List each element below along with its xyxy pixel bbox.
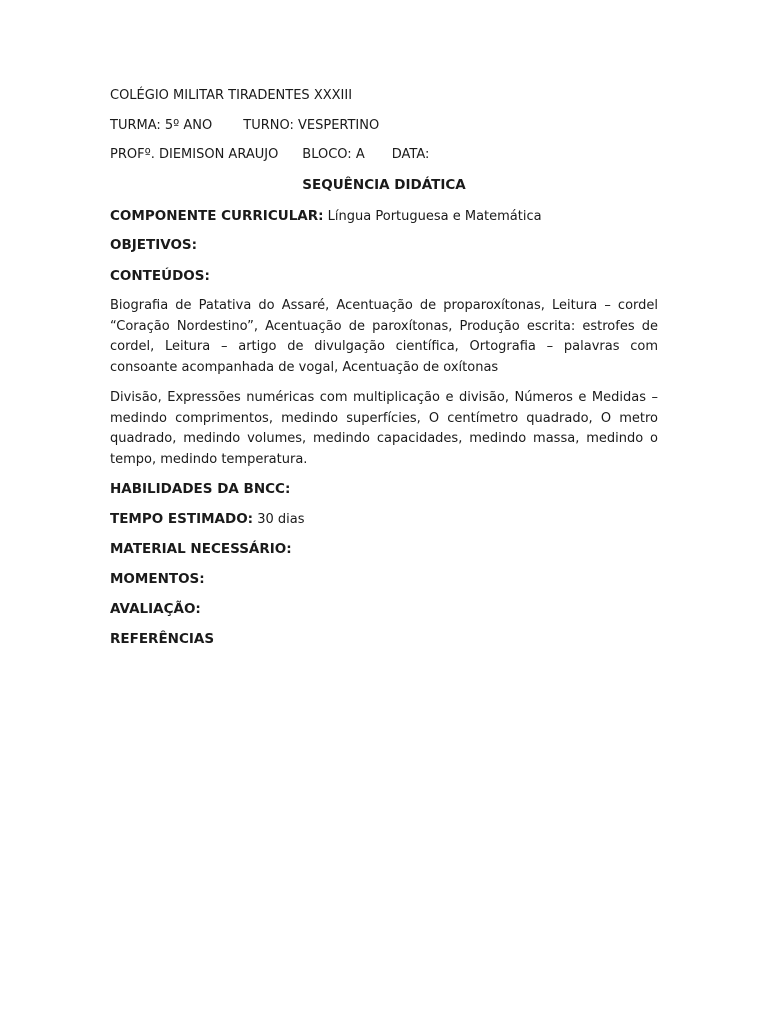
componente-label: COMPONENTE CURRICULAR: <box>110 208 324 224</box>
bloco-text: BLOCO: A <box>302 147 365 162</box>
conteudos-paragraph-portugues: Biografia de Patativa do Assaré, Acentuação de proparoxítonas, Leitura – cordel “Coração Nordestino”, Acentuação de paroxítonas, Produção escrita: estrofes de cordel, Leitura – artigo de divulgação científica, Ortografia – palavras com consoante acompanhada de vogal, Acentuação de oxítonas <box>110 298 658 375</box>
tempo-estimado <box>110 511 305 528</box>
objetivos-heading: OBJETIVOS: <box>110 237 198 253</box>
tempo-label: TEMPO ESTIMADO: <box>110 511 254 527</box>
professor-text: PROFº. DIEMISON ARAUJO <box>110 147 279 162</box>
teacher-info-line <box>110 147 429 163</box>
habilidades-heading: HABILIDADES DA BNCC: <box>110 481 291 497</box>
componente-value: Língua Portuguesa e Matemática <box>323 209 542 224</box>
tempo-value: 30 dias <box>253 512 305 527</box>
document-title: SEQUÊNCIA DIDÁTICA <box>302 177 466 193</box>
conteudos-heading: CONTEÚDOS: <box>110 268 210 284</box>
turma-text: TURMA: 5º ANO <box>110 118 213 133</box>
data-text: DATA: <box>391 147 430 162</box>
referencias-heading: REFERÊNCIAS <box>110 631 215 647</box>
material-heading: MATERIAL NECESSÁRIO: <box>110 541 292 557</box>
turno-text: TURNO: VESPERTINO <box>243 118 380 133</box>
componente-curricular <box>110 208 542 225</box>
conteudos-paragraph-matematica: Divisão, Expressões numéricas com multiplicação e divisão, Números e Medidas – medindo comprimentos, medindo superfícies, O centímetro quadrado, O metro quadrado, medindo volumes, medindo capacidades, medindo massa, medindo o tempo, medindo temperatura. <box>110 390 658 467</box>
momentos-heading: MOMENTOS: <box>110 571 205 587</box>
school-name: COLÉGIO MILITAR TIRADENTES XXXIII <box>110 88 353 103</box>
avaliacao-heading: AVALIAÇÃO: <box>110 601 201 617</box>
class-info-line <box>110 118 379 134</box>
